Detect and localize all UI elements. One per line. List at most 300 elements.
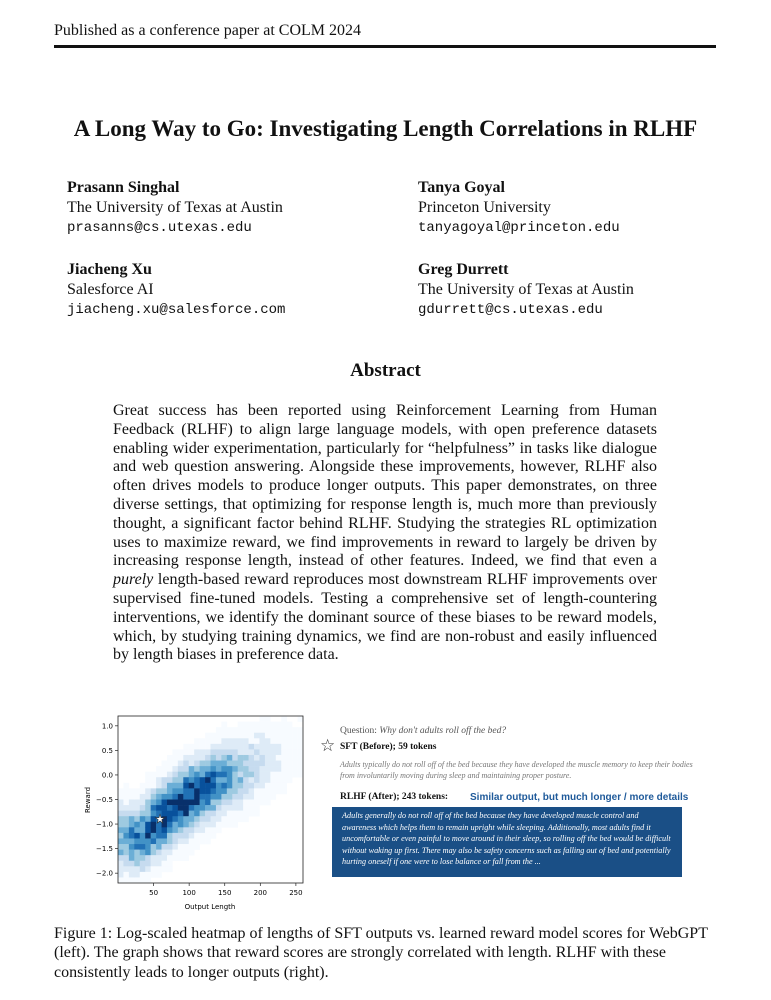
heatmap-cell	[172, 844, 178, 850]
reward-length-heatmap	[80, 712, 310, 912]
heatmap-cell	[129, 794, 135, 800]
heatmap-cell	[238, 727, 244, 733]
heatmap-cell	[205, 822, 211, 828]
heatmap-cell	[134, 877, 140, 883]
heatmap-cell	[134, 794, 140, 800]
heatmap-cell	[249, 755, 255, 761]
sft-star-marker: ★	[154, 812, 166, 827]
author-affiliation: The University of Texas at Austin	[418, 281, 634, 298]
y-tick-label: 1.0	[101, 722, 113, 731]
heatmap-cell	[276, 783, 282, 789]
heatmap-cell	[156, 838, 162, 844]
heatmap-cell	[292, 727, 298, 733]
heatmap-cell	[118, 794, 124, 800]
heatmap-cell	[162, 800, 168, 806]
heatmap-cell	[281, 755, 287, 761]
heatmap-cell	[123, 861, 129, 867]
heatmap-cell	[140, 855, 146, 861]
heatmap-cell	[211, 738, 217, 744]
heatmap-cell	[238, 777, 244, 783]
heatmap-cell	[134, 855, 140, 861]
heatmap-cell	[254, 783, 260, 789]
question-line	[340, 726, 506, 736]
abstract-italic-word: purely	[113, 571, 154, 589]
heatmap-cell	[238, 755, 244, 761]
heatmap-cell	[259, 722, 265, 728]
heatmap-cell	[205, 811, 211, 817]
heatmap-cell	[151, 777, 157, 783]
heatmap-cell	[276, 749, 282, 755]
heatmap-cell	[227, 772, 233, 778]
y-tick-label: −1.0	[96, 820, 113, 829]
y-tick-label: −0.5	[96, 796, 113, 804]
heatmap-cell	[167, 866, 173, 872]
heatmap-cell	[145, 794, 151, 800]
heatmap-cell	[134, 833, 140, 839]
heatmap-cell	[145, 850, 151, 856]
heatmap-cell	[167, 844, 173, 850]
heatmap-cell	[238, 761, 244, 767]
heatmap-cell	[281, 744, 287, 750]
heatmap-cell	[276, 722, 282, 728]
heatmap-cell	[162, 777, 168, 783]
heatmap-cell	[200, 805, 206, 811]
heatmap-cell	[200, 833, 206, 839]
heatmap-cell	[265, 749, 271, 755]
heatmap-cell	[281, 727, 287, 733]
heatmap-cell	[200, 827, 206, 833]
heatmap-cell	[238, 738, 244, 744]
heatmap-cell	[211, 800, 217, 806]
heatmap-cell	[178, 833, 184, 839]
heatmap-cell	[232, 744, 238, 750]
heatmap-cell	[145, 866, 151, 872]
heatmap-cell	[298, 716, 304, 722]
heatmap-cell	[265, 761, 271, 767]
heatmap-cell	[216, 738, 222, 744]
heatmap-cell	[118, 872, 124, 878]
heatmap-cell	[118, 800, 124, 806]
heatmap-cell	[254, 727, 260, 733]
heatmap-cell	[243, 800, 249, 806]
author-email: jiacheng.xu@salesforce.com	[67, 302, 286, 318]
heatmap-cell	[298, 733, 304, 739]
x-tick-label: 50	[149, 889, 159, 897]
heatmap-cell	[292, 766, 298, 772]
heatmap-cell	[145, 861, 151, 867]
heatmap-cell	[156, 766, 162, 772]
heatmap-cell	[151, 838, 157, 844]
y-axis-ticks	[96, 722, 118, 877]
heatmap-cell	[134, 788, 140, 794]
heatmap-cell	[172, 822, 178, 828]
heatmap-cell	[276, 738, 282, 744]
heatmap-cell	[238, 766, 244, 772]
heatmap-cell	[140, 783, 146, 789]
heatmap-cell	[243, 738, 249, 744]
heatmap-cell	[189, 766, 195, 772]
heatmap-cell	[249, 794, 255, 800]
heatmap-cell	[183, 805, 189, 811]
heatmap-cell	[211, 772, 217, 778]
heatmap-cell	[167, 766, 173, 772]
heatmap-cell	[249, 811, 255, 817]
heatmap-cell	[200, 783, 206, 789]
heatmap-cell	[140, 816, 146, 822]
heatmap-cell	[151, 872, 157, 878]
heatmap-cell	[232, 783, 238, 789]
heatmap-cell	[211, 744, 217, 750]
heatmap-cell	[205, 777, 211, 783]
heatmap-cell	[211, 816, 217, 822]
heatmap-cell	[232, 772, 238, 778]
heatmap-cell	[200, 811, 206, 817]
heatmap-cell	[254, 738, 260, 744]
heatmap-cell	[254, 755, 260, 761]
running-header: Published as a conference paper at COLM 2024	[54, 22, 362, 39]
heatmap-cell	[259, 800, 265, 806]
heatmap-cell	[200, 800, 206, 806]
heatmap-cell	[183, 761, 189, 767]
heatmap-cell	[211, 811, 217, 817]
heatmap-cell	[189, 761, 195, 767]
heatmap-cell	[189, 772, 195, 778]
heatmap-cell	[281, 772, 287, 778]
heatmap-cell	[292, 761, 298, 767]
heatmap-cell	[259, 738, 265, 744]
heatmap-cell	[172, 838, 178, 844]
rlhf-output-box: Adults generally do not roll off of the bed because they have developed muscle control and awareness which helps them to remain upright while sleeping. Additionally, most adults find it uncomfortable or even painful to move around in their sleep, so rolling off the bed would be difficult without waking up first. There may also be safety concerns such as falling out of bed and potentially hurting oneself if one were to lose balance or fall from the ...	[332, 807, 682, 877]
heatmap-cell	[145, 788, 151, 794]
heatmap-cell	[265, 794, 271, 800]
heatmap-cell	[189, 850, 195, 856]
heatmap-cell	[238, 800, 244, 806]
heatmap-cell	[276, 744, 282, 750]
author-block-4	[418, 260, 634, 320]
heatmap-cell	[140, 811, 146, 817]
abstract-heading: Abstract	[350, 360, 421, 381]
example-outputs-panel	[318, 718, 700, 890]
x-axis-label: Output Length	[184, 903, 236, 911]
heatmap-cell	[189, 777, 195, 783]
heatmap-cell	[221, 783, 227, 789]
heatmap-cell	[281, 783, 287, 789]
heatmap-cell	[292, 738, 298, 744]
heatmap-cell	[178, 844, 184, 850]
heatmap-cell	[172, 816, 178, 822]
heatmap-cell	[265, 738, 271, 744]
heatmap-cell	[156, 772, 162, 778]
heatmap-cell	[178, 800, 184, 806]
heatmap-cell	[221, 761, 227, 767]
heatmap-cell	[200, 749, 206, 755]
heatmap-cell	[167, 850, 173, 856]
heatmap-cell	[259, 777, 265, 783]
heatmap-cell	[145, 877, 151, 883]
heatmap-cell	[156, 783, 162, 789]
heatmap-cell	[178, 766, 184, 772]
heatmap-cell	[151, 861, 157, 867]
heatmap-cell	[211, 755, 217, 761]
heatmap-cell	[189, 833, 195, 839]
heatmap-cell	[178, 855, 184, 861]
heatmap-cell	[189, 805, 195, 811]
heatmap-cell	[227, 761, 233, 767]
heatmap-cell	[123, 877, 129, 883]
heatmap-cell	[259, 766, 265, 772]
heatmap-cell	[156, 850, 162, 856]
heatmap-cell	[172, 811, 178, 817]
heatmap-cell	[205, 744, 211, 750]
y-tick-label: 0.0	[101, 771, 113, 780]
heatmap-cell	[123, 872, 129, 878]
heatmap-cell	[172, 800, 178, 806]
heatmap-cell	[145, 777, 151, 783]
heatmap-cell	[145, 838, 151, 844]
heatmap-cell	[249, 761, 255, 767]
heatmap-cell	[265, 733, 271, 739]
abstract-text-part-1: Great success has been reported using Reinforcement Learning from Human Feedback (RLHF) to align large language models, with open preference datasets enabling wider experimentation, particularly for “helpfulness” in tasks like dialogue and web question answering. Alongside these improvements, however, RLHF also often drives models to produce longer outputs. This paper demonstrates, on three diverse settings, that optimizing for response length is, much more than previously thought, a significant factor behind RLHF. Studying the strategies RL optimization uses to maximize reward, we find improvements in reward to largely be driven by increasing response length, instead of other features. Indeed, we find that even a	[113, 402, 657, 570]
heatmap-cell	[287, 761, 293, 767]
heatmap-cell	[270, 783, 276, 789]
heatmap-cell	[227, 805, 233, 811]
heatmap-cell	[151, 794, 157, 800]
heatmap-cell	[183, 749, 189, 755]
heatmap-cell	[162, 766, 168, 772]
heatmap-cell	[129, 866, 135, 872]
heatmap-cell	[232, 811, 238, 817]
heatmap-cell	[211, 805, 217, 811]
heatmap-cell	[134, 805, 140, 811]
heatmap-cell	[167, 783, 173, 789]
heatmap-cell	[123, 811, 129, 817]
heatmap-cell	[259, 716, 265, 722]
heatmap-cell	[123, 850, 129, 856]
heatmap-cell	[221, 727, 227, 733]
author-block-1	[67, 178, 283, 238]
heatmap-cell	[151, 844, 157, 850]
heatmap-cell	[123, 805, 129, 811]
heatmap-cell	[162, 783, 168, 789]
heatmap-cell	[227, 727, 233, 733]
heatmap-cell	[167, 833, 173, 839]
heatmap-cell	[298, 744, 304, 750]
heatmap-cells	[118, 716, 303, 883]
heatmap-cell	[145, 827, 151, 833]
heatmap-cell	[178, 788, 184, 794]
heatmap-cell	[211, 749, 217, 755]
heatmap-cell	[172, 794, 178, 800]
heatmap-cell	[123, 838, 129, 844]
heatmap-cell	[189, 838, 195, 844]
sft-output-text: Adults typically do not roll off of the bed because they have developed the muscle memory to keep their bodies from involuntarily moving during sleep and maintaining proper posture.	[340, 760, 693, 780]
heatmap-cell	[287, 772, 293, 778]
author-block-2	[418, 178, 620, 238]
heatmap-cell	[238, 772, 244, 778]
heatmap-cell	[167, 827, 173, 833]
heatmap-cell	[249, 805, 255, 811]
heatmap-cell	[167, 822, 173, 828]
heatmap-cell	[265, 766, 271, 772]
heatmap-cell	[145, 783, 151, 789]
heatmap-cell	[140, 866, 146, 872]
heatmap-cell	[123, 844, 129, 850]
heatmap-cell	[145, 844, 151, 850]
heatmap-cell	[292, 744, 298, 750]
heatmap-cell	[200, 777, 206, 783]
heatmap-cell	[243, 772, 249, 778]
heatmap-cell	[243, 744, 249, 750]
heatmap-cell	[194, 766, 200, 772]
heatmap-cell	[145, 833, 151, 839]
heatmap-cell	[216, 777, 222, 783]
heatmap-cell	[227, 744, 233, 750]
heatmap-cell	[156, 794, 162, 800]
heatmap-cell	[238, 733, 244, 739]
heatmap-cell	[156, 805, 162, 811]
heatmap-cell	[123, 855, 129, 861]
heatmap-cell	[200, 738, 206, 744]
heatmap-cell	[259, 794, 265, 800]
heatmap-cell	[140, 794, 146, 800]
heatmap-cell	[172, 766, 178, 772]
heatmap-cell	[183, 766, 189, 772]
heatmap-cell	[151, 800, 157, 806]
sft-label: SFT (Before); 59 tokens	[340, 742, 437, 752]
question-label: Question:	[340, 726, 377, 736]
heatmap-cell	[205, 749, 211, 755]
heatmap-cell	[178, 822, 184, 828]
heatmap-cell	[238, 783, 244, 789]
heatmap-cell	[129, 872, 135, 878]
heatmap-cell	[216, 822, 222, 828]
heatmap-cell	[249, 722, 255, 728]
heatmap-cell	[123, 866, 129, 872]
heatmap-cell	[287, 722, 293, 728]
heatmap-cell	[221, 722, 227, 728]
heatmap-cell	[162, 833, 168, 839]
heatmap-cell	[281, 716, 287, 722]
author-affiliation: Salesforce AI	[67, 281, 154, 298]
author-email: gdurrett@cs.utexas.edu	[418, 302, 603, 318]
heatmap-cell	[254, 749, 260, 755]
heatmap-cell	[145, 822, 151, 828]
author-affiliation: The University of Texas at Austin	[67, 199, 283, 216]
heatmap-cell	[211, 827, 217, 833]
heatmap-cell	[140, 861, 146, 867]
heatmap-cell	[276, 755, 282, 761]
heatmap-cell	[205, 805, 211, 811]
heatmap-cell	[134, 866, 140, 872]
heatmap-cell	[183, 833, 189, 839]
heatmap-cell	[281, 788, 287, 794]
heatmap-cell	[298, 727, 304, 733]
heatmap-cell	[134, 872, 140, 878]
heatmap-cell	[254, 800, 260, 806]
heatmap-cell	[227, 794, 233, 800]
heatmap-cell	[287, 744, 293, 750]
heatmap-cell	[118, 838, 124, 844]
heatmap-cell	[167, 811, 173, 817]
heatmap-cell	[118, 855, 124, 861]
heatmap-cell	[216, 755, 222, 761]
paper-title: A Long Way to Go: Investigating Length Correlations in RLHF	[73, 116, 698, 141]
heatmap-cell	[270, 794, 276, 800]
heatmap-cell	[238, 794, 244, 800]
heatmap-cell	[205, 783, 211, 789]
heatmap-cell	[200, 838, 206, 844]
heatmap-cell	[259, 733, 265, 739]
heatmap-cell	[216, 744, 222, 750]
heatmap-cell	[167, 855, 173, 861]
heatmap-cell	[123, 788, 129, 794]
heatmap-cell	[194, 833, 200, 839]
heatmap-cell	[259, 749, 265, 755]
heatmap-cell	[281, 733, 287, 739]
heatmap-cell	[221, 738, 227, 744]
heatmap-cell	[189, 783, 195, 789]
heatmap-cell	[243, 766, 249, 772]
heatmap-cell	[238, 749, 244, 755]
heatmap-cell	[227, 816, 233, 822]
heatmap-cell	[265, 727, 271, 733]
heatmap-cell	[167, 788, 173, 794]
heatmap-cell	[194, 772, 200, 778]
heatmap-cell	[281, 749, 287, 755]
heatmap-cell	[238, 816, 244, 822]
heatmap-cell	[216, 788, 222, 794]
heatmap-cell	[243, 794, 249, 800]
heatmap-cell	[205, 738, 211, 744]
heatmap-cell	[259, 761, 265, 767]
heatmap-cell	[194, 838, 200, 844]
heatmap-cell	[265, 744, 271, 750]
heatmap-cell	[211, 777, 217, 783]
heatmap-cell	[232, 816, 238, 822]
heatmap-cell	[227, 733, 233, 739]
heatmap-cell	[183, 838, 189, 844]
heatmap-cell	[167, 755, 173, 761]
heatmap-cell	[123, 822, 129, 828]
heatmap-cell	[232, 738, 238, 744]
heatmap-cell	[118, 788, 124, 794]
heatmap-cell	[167, 816, 173, 822]
y-axis-label: Reward	[84, 786, 92, 814]
heatmap-cell	[232, 733, 238, 739]
heatmap-cell	[200, 766, 206, 772]
heatmap-cell	[227, 822, 233, 828]
heatmap-cell	[151, 783, 157, 789]
heatmap-cell	[287, 777, 293, 783]
heatmap-cell	[287, 755, 293, 761]
heatmap-cell	[129, 822, 135, 828]
heatmap-cell	[134, 838, 140, 844]
heatmap-cell	[194, 783, 200, 789]
heatmap-cell	[216, 761, 222, 767]
heatmap-cell	[156, 827, 162, 833]
heatmap-cell	[167, 805, 173, 811]
heatmap-cell	[243, 805, 249, 811]
heatmap-cell	[232, 794, 238, 800]
heatmap-cell	[178, 850, 184, 856]
heatmap-cell	[140, 838, 146, 844]
heatmap-cell	[129, 877, 135, 883]
heatmap-cell	[200, 755, 206, 761]
heatmap-cell	[129, 838, 135, 844]
figure-caption: Figure 1: Log-scaled heatmap of lengths of SFT outputs vs. learned reward model scores for WebGPT (left). The graph shows that reward scores are strongly correlated with length. RLHF with these consistently leads to longer outputs (right).	[54, 925, 708, 981]
heatmap-cell	[134, 811, 140, 817]
heatmap-cell	[151, 788, 157, 794]
